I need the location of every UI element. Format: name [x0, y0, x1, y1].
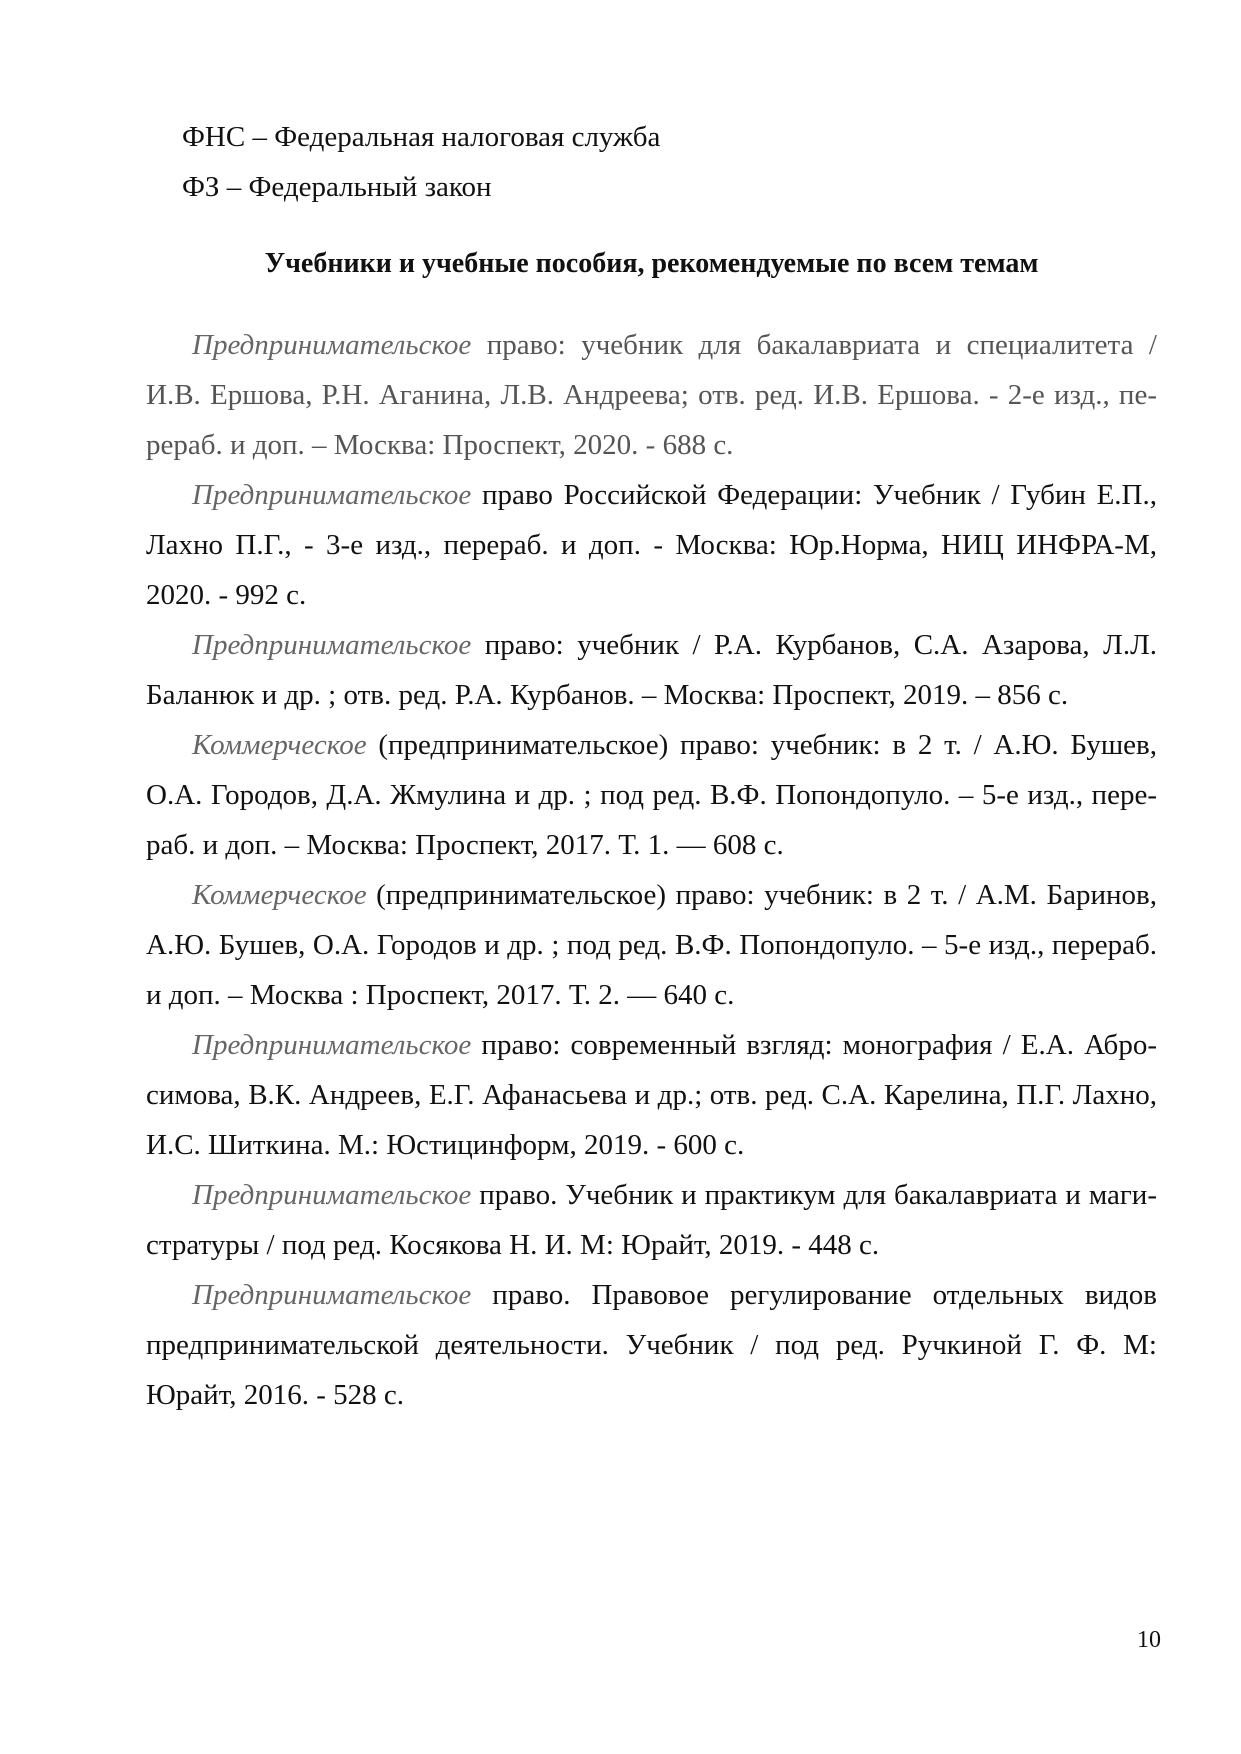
entry-title-lead: Предпринимательское	[192, 1279, 472, 1311]
bibliography-entry	[146, 1270, 1157, 1420]
bibliography-entry	[146, 620, 1157, 720]
section-heading: Учебники и учебные пособия, рекомендуемые по всем темам	[264, 248, 1039, 279]
bibliography-list	[146, 320, 1157, 1420]
abbreviation-fns: ФНС – Федеральная налоговая служба	[182, 121, 661, 153]
entry-title-lead: Коммерческое	[192, 729, 367, 761]
bibliography-entry	[146, 720, 1157, 870]
entry-text: право: учебник / Р.А. Курбанов, С.А. Азарова, Л.Л. Баланюк и др. ; отв. ред. Р.А. Курбанов. – Москва: Проспект, 2019. – 856 с.	[146, 629, 1157, 711]
entry-title-lead: Предпринимательское	[192, 1179, 472, 1211]
bibliography-entry	[146, 870, 1157, 1020]
bibliography-entry	[146, 1020, 1157, 1170]
entry-text: право Российской Федерации: Учебник / Губин Е.П., Лахно П.Г., - 3-е изд., перераб. и доп. - Москва: Юр.Норма, НИЦ ИНФРА-М, 2020. - 992 с.	[146, 479, 1157, 611]
page-number: 10	[1137, 1627, 1161, 1653]
entry-text: право. Учебник и практикум для бакалавриата и магистратуры / под ред. Косякова Н. И. М: Юрайт, 2019. - 448 с.	[146, 1179, 1157, 1261]
entry-text: (предпринимательское) право: учебник: в 2 т. / А.Ю. Бушев, О.А. Городов, Д.А. Жмулина и др. ; под ред. В.Ф. Попондопуло. – 5-е изд., перераб. и доп. – Москва: Проспект, 2017. Т. 1. — 608 с.	[146, 729, 1157, 861]
bibliography-entry	[146, 470, 1157, 620]
entry-text: право: учебник для бакалавриата и специалитета / И.В. Ершова, Р.Н. Аганина, Л.В. Андреева; отв. ред. И.В. Ершова. - 2-е изд., перераб. и доп. – Москва: Проспект, 2020. - 688 с.	[146, 329, 1157, 461]
entry-text: право: современный взгляд: монография / Е.А. Абросимова, В.К. Андреев, Е.Г. Афанасьева и др.; отв. ред. С.А. Карелина, П.Г. Лахно, И.С. Шиткина. М.: Юстицинформ, 2019. - 600 с.	[146, 1029, 1157, 1161]
bibliography-entry	[146, 320, 1157, 470]
abbreviation-fz: ФЗ – Федеральный закон	[182, 171, 492, 203]
entry-text: право. Правовое регулирование отдельных видов предпринимательской деятельности. Учебник / под ред. Ручкиной Г. Ф. М: Юрайт, 2016. - 528 с.	[146, 1279, 1157, 1411]
entry-title-lead: Предпринимательское	[192, 1029, 472, 1061]
entry-title-lead: Предпринимательское	[192, 629, 472, 661]
abbreviation-list	[182, 112, 1142, 212]
entry-title-lead: Коммерческое	[192, 879, 367, 911]
bibliography-entry	[146, 1170, 1157, 1270]
entry-text: (предпринимательское) право: учебник: в 2 т. / А.М. Баринов, А.Ю. Бушев, О.А. Городов и др. ; под ред. В.Ф. Попондопуло. – 5-е изд., перераб. и доп. – Москва : Проспект, 2017. Т. 2. — 640 с.	[146, 879, 1157, 1011]
entry-title-lead: Предпринимательское	[192, 329, 472, 361]
entry-title-lead: Предпринимательское	[192, 479, 472, 511]
